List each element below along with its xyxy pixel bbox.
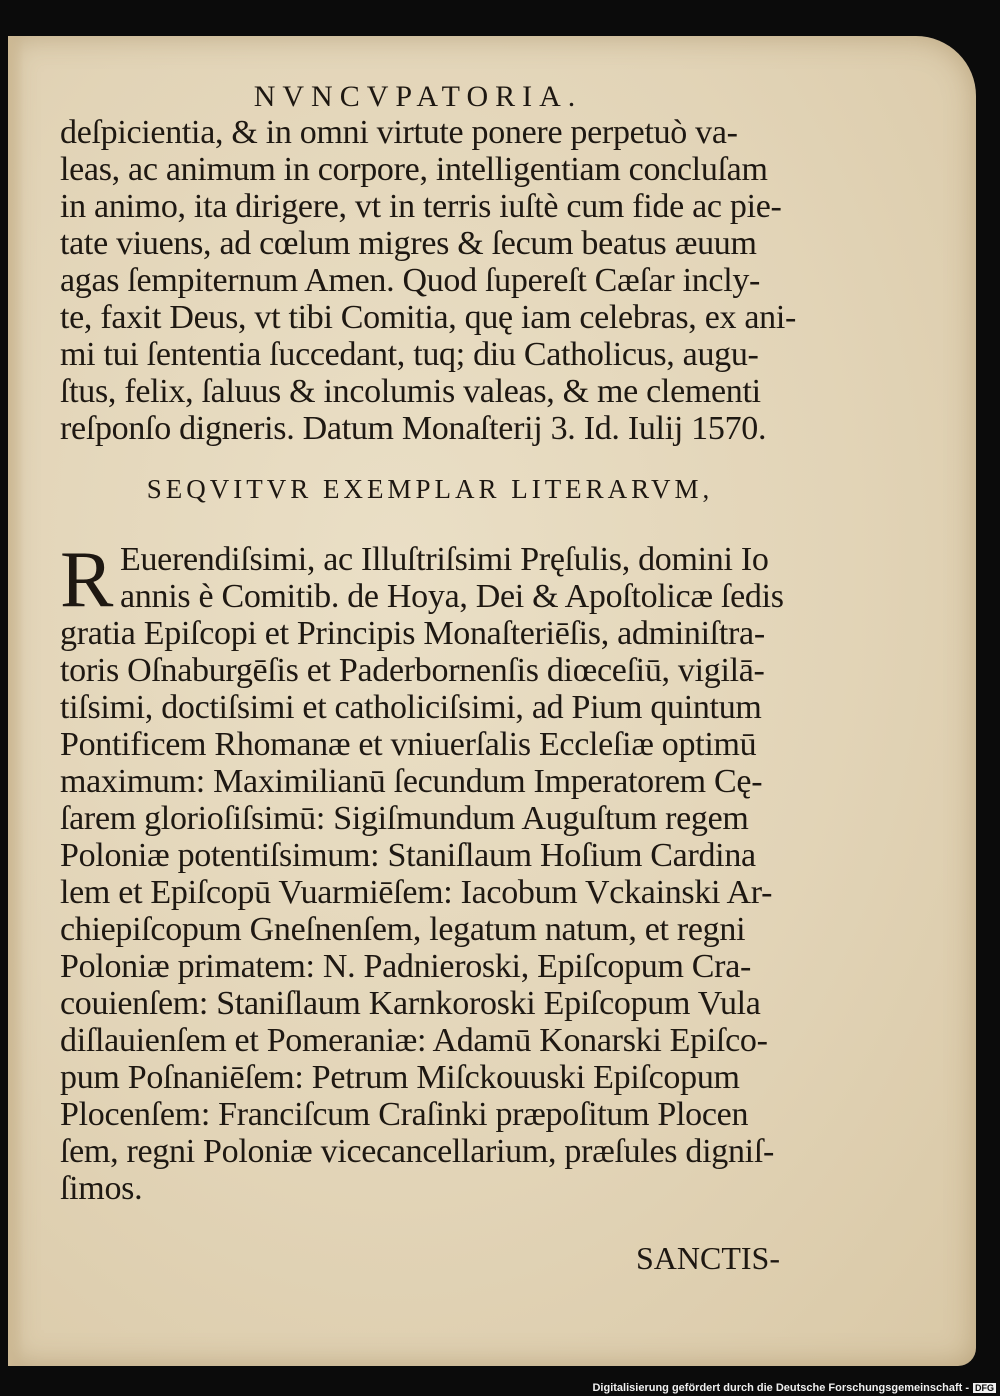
text-line: Plocenſem: Franciſcum Craſinki præpoſitum Plocen [60,1096,749,1133]
text-line: Poloniæ potentiſsimum: Staniſlaum Hoſium Cardina [60,837,756,874]
text-line: tiſsimi, doctiſsimi et catholiciſsimi, ad Pium quintum [60,689,762,726]
text-line: ſarem glorioſiſsimū: Sigiſmundum Auguſtum regem [60,800,749,837]
text-line: ſem, regni Poloniæ vicecancellarium, præſules digniſ- [60,1133,774,1170]
text-line: deſpicientia, & in omni virtute ponere perpetuò va- [60,114,738,151]
drop-capital: R [60,536,114,624]
text-line: mi tui ſententia ſuccedant, tuq; diu Catholicus, augu- [60,336,759,373]
text-line: ſimos. [60,1170,143,1207]
text-line: annis è Comitib. de Hoya, Dei & Apoſtolicæ ſedis [120,578,784,615]
catchword: SANCTIS- [635,1240,780,1276]
text-line: toris Oſnaburgēſis et Paderbornenſis diœceſiū, vigilā- [60,652,765,689]
text-line: in animo, ita dirigere, vt in terris iuſtè cum fide ac pie- [60,188,782,225]
text-line: ſtus, felix, ſaluus & incolumis valeas, & me clementi [60,373,761,410]
text-line: maximum: Maximilianū ſecundum Imperatorem Cę- [60,763,763,800]
text-line: diſlauienſem et Pomeraniæ: Adamū Konarski Epiſco- [60,1022,768,1059]
running-header: NVNCVPATORIA. [253,80,583,113]
text-line: agas ſempiternum Amen. Quod ſupereſt Cæſar incly- [60,262,761,299]
text-line: reſponſo digneris. Datum Monaſterij 3. Id. Iulij 1570. [60,410,767,447]
text-line: Euerendiſsimi, ac Illuſtriſsimi Pręſulis, domini Io [120,541,769,578]
text-line: te, faxit Deus, vt tibi Comitia, quę iam celebras, ex ani- [60,299,797,336]
text-line: couienſem: Staniſlaum Karnkoroski Epiſcopum Vula [60,985,761,1022]
paragraph-dedication [60,114,800,447]
paragraph-letter [60,536,800,1207]
digitization-footer [592,1382,996,1394]
text-line: gratia Epiſcopi et Principis Monaſteriēſis, adminiſtra- [60,615,765,652]
book-page [8,36,976,1366]
text-line: leas, ac animum in corpore, intelligentiam concluſam [60,151,768,188]
text-line: tate viuens, ad cœlum migres & ſecum beatus æuum [60,225,757,262]
text-line: Pontificem Rhomanæ et vniuerſalis Eccleſiæ optimū [60,726,757,763]
section-heading: SEQVITVR EXEMPLAR LITERARVM, [146,474,714,504]
footer-text: Digitalisierung gefördert durch die Deutsche Forschungsgemeinschaft - [592,1382,969,1394]
text-line: Poloniæ primatem: N. Padnieroski, Epiſcopum Cra- [60,948,752,985]
dfg-logo: DFG [975,1383,994,1393]
text-line: chiepiſcopum Gneſnenſem, legatum natum, et regni [60,911,746,948]
text-line: lem et Epiſcopū Vuarmiēſem: Iacobum Vckainski Ar- [60,874,773,911]
text-line: pum Poſnaniēſem: Petrum Miſckouuski Epiſcopum [60,1059,740,1096]
page-binding-edge [8,36,24,1366]
